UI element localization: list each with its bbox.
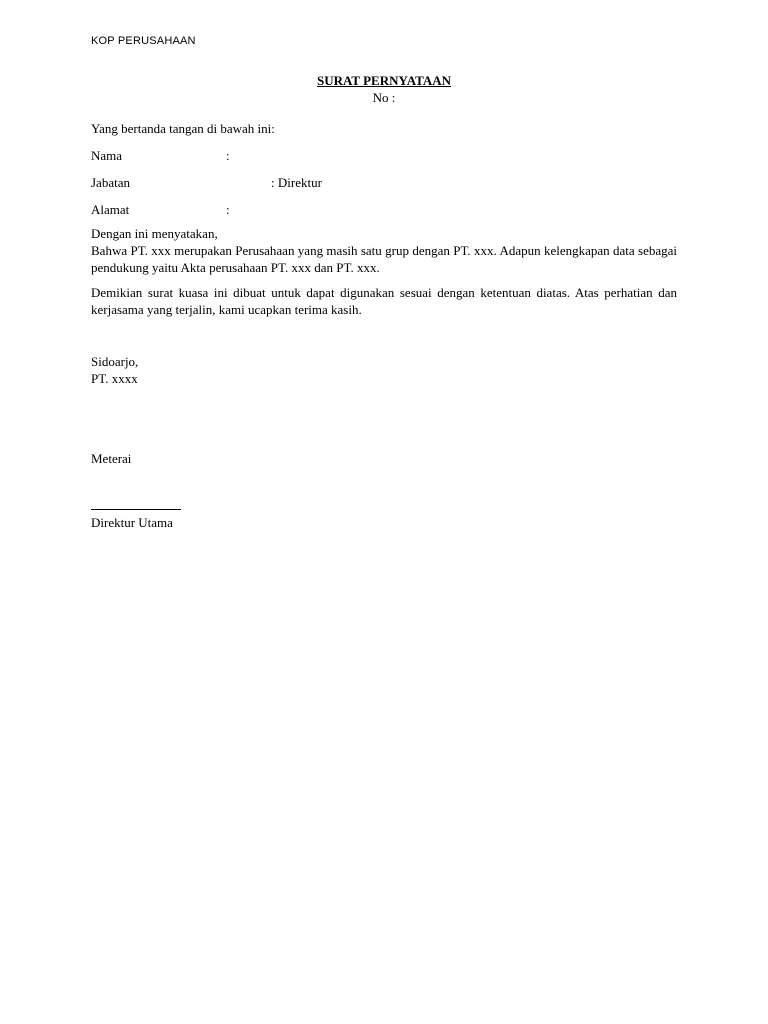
field-jabatan-value: : Direktur [271, 175, 322, 190]
document-number: No : [372, 90, 396, 105]
place-text: Sidoarjo, [91, 354, 139, 369]
field-alamat-label: Alamat [91, 202, 130, 217]
statement-heading: Dengan ini menyatakan, [91, 226, 218, 241]
field-nama-separator: : [226, 148, 230, 163]
statement-body: Bahwa PT. xxx merupakan Perusahaan yang masih satu grup dengan PT. xxx. Adapun kelengkapan data sebagai pendukung yaitu Akta perusahaan PT. xxx dan PT. xxx. [91, 243, 677, 275]
stamp-label: Meterai [91, 451, 132, 466]
intro-text: Yang bertanda tangan di bawah ini: [91, 121, 275, 136]
signer-title: Direktur Utama [91, 515, 173, 530]
letterhead: KOP PERUSAHAAN [91, 35, 196, 47]
field-nama-label: Nama [91, 148, 123, 163]
company-name: PT. xxxx [91, 371, 138, 386]
signature-line [91, 509, 181, 510]
closing-paragraph: Demikian surat kuasa ini dibuat untuk dapat digunakan sesuai dengan ketentuan diatas. Atas perhatian dan kerjasama yang terjalin, kami ucapkan terima kasih. [91, 285, 677, 317]
field-alamat-separator: : [226, 202, 230, 217]
document-title: SURAT PERNYATAAN [317, 73, 451, 88]
field-jabatan-label: Jabatan [91, 175, 130, 190]
